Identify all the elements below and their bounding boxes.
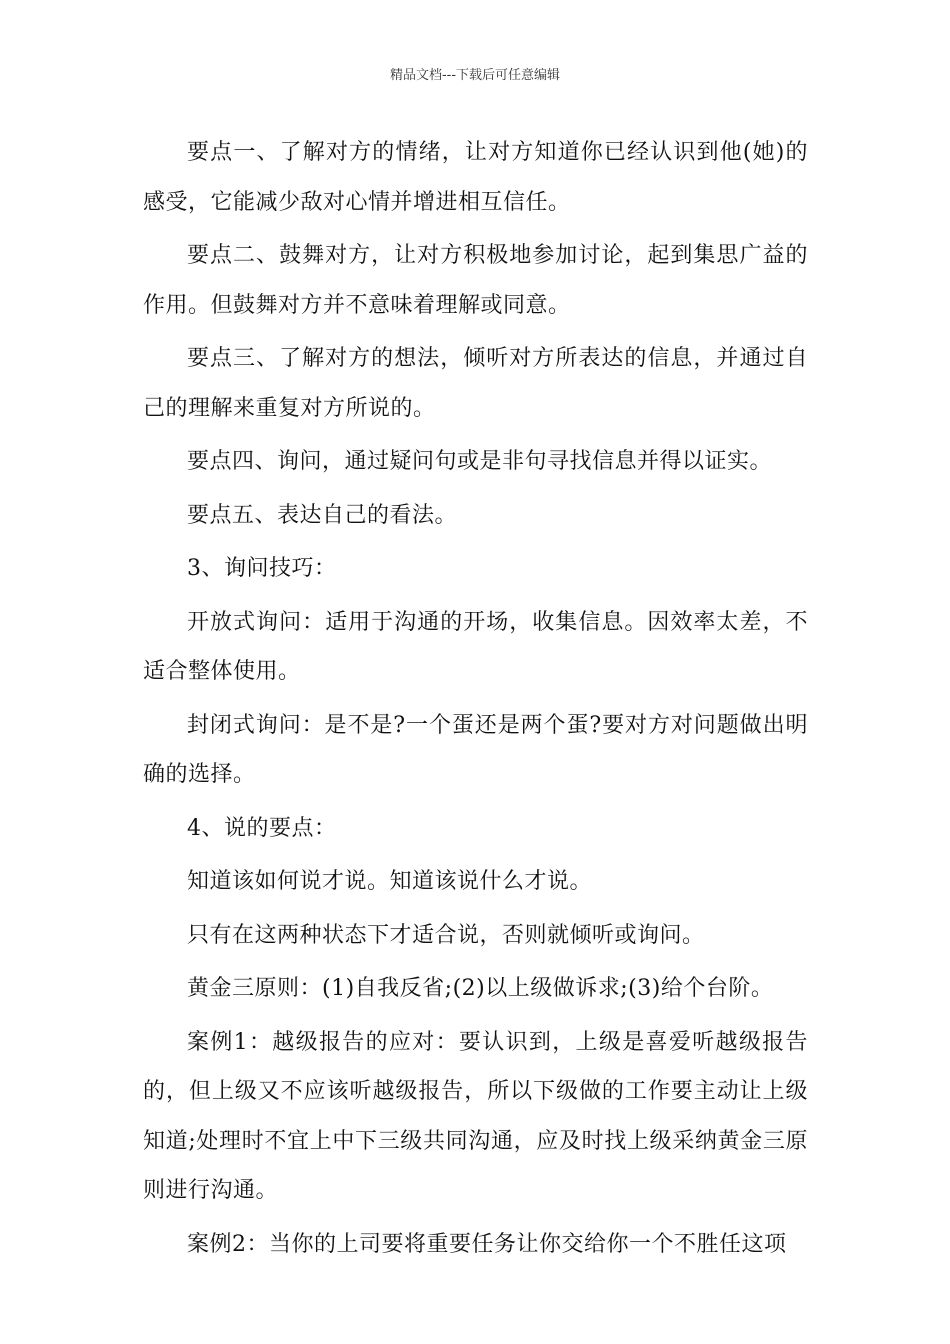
paragraph-know-how: 知道该如何说才说。知道该说什么才说。 [187,869,593,894]
paragraph-point-2: 要点二、鼓舞对方，让对方积极地参加讨论，起到集思广益的作用。但鼓舞对方并不意味着理解或同意。 [143,243,808,318]
document-body [143,128,808,1273]
paragraph-case-1: 案例1：越级报告的应对：要认识到，上级是喜爱听越级报告的，但上级又不应该听越级报告，所以下级做的工作要主动让上级知道;处理时不宜上中下三级共同沟通，应及时找上级采纳黄金三原则进行沟通。 [143,1029,808,1203]
paragraph-golden-rules: 黄金三原则：(1)自我反省;(2)以上级做诉求;(3)给个台阶。 [187,976,774,1001]
paragraph-point-1: 要点一、了解对方的情绪，让对方知道你已经认识到他(她)的感受，它能减少敌对心情并增进相互信任。 [143,140,808,215]
page-header: 精品文档---下载后可任意编辑 [389,68,561,83]
paragraph-point-3: 要点三、了解对方的想法，倾听对方所表达的信息，并通过自己的理解来重复对方所说的。 [143,346,808,421]
section-heading-questioning: 3、询问技巧： [187,556,337,581]
paragraph-only-then: 只有在这两种状态下才适合说，否则就倾听或询问。 [187,922,705,948]
paragraph-case-2: 案例2：当你的上司要将重要任务让你交给你一个不胜任这项 [187,1231,787,1257]
paragraph-open-question: 开放式询问：适用于沟通的开场，收集信息。因效率太差，不适合整体使用。 [143,609,808,684]
paragraph-point-4: 要点四、询问，通过疑问句或是非句寻找信息并得以证实。 [187,449,773,474]
section-heading-speaking: 4、说的要点： [187,815,337,841]
paragraph-closed-question: 封闭式询问：是不是?一个蛋还是两个蛋?要对方对问题做出明确的选择。 [143,712,808,787]
paragraph-point-5: 要点五、表达自己的看法。 [187,502,458,528]
